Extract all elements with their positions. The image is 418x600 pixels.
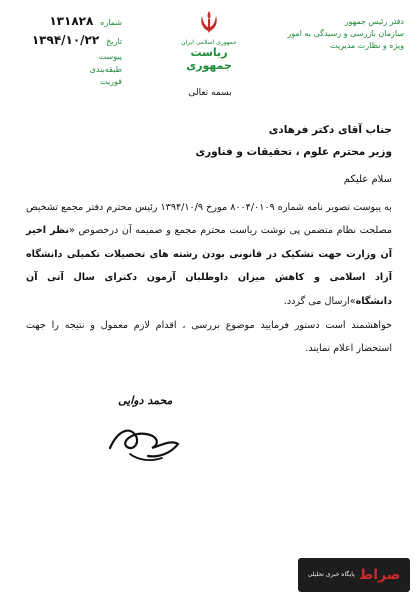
classification-label: طبقه‌بندی [89,64,122,74]
signer-name: محمد دوایی [118,394,173,407]
letterhead-logo [169,10,249,72]
department-block [274,16,404,52]
number-label: شماره [100,18,122,27]
department-line-2: سازمان بازرسی و رسیدگی به امور ویژه و نظارت مدیریت [287,29,404,50]
greeting: سلام علیکم [343,174,392,185]
date-label: تاریخ [106,37,122,47]
news-watermark [298,558,410,592]
watermark-logo: صراط [358,567,401,583]
letter-meta [14,12,122,88]
urgency-label: فوریت [100,77,122,87]
org-main-text: ریاست جمهوری [186,46,232,72]
attachment-label: پیوست [98,52,122,62]
recipient-title: وزیر محترم علوم ، تحقیقات و فناوری [195,146,392,158]
recipient-name: جناب آقای دکتر فرهادی [268,124,392,136]
letter-date-row [14,31,122,50]
iran-emblem-icon [198,10,220,34]
letter-number-row [14,12,122,31]
handwritten-signature [90,410,200,470]
department-line-1: دفتر رئیس جمهور [344,17,404,26]
paragraph-2: خواهشمند است دستور فرمایید موضوع بررسی ، اقدام لازم معمول و نتیجه را جهت استحضار اعلام نمایند. [26,320,392,355]
paragraph-1-text-b: »ارسال می گردد. [283,295,356,307]
basmala: بسمه تعالی [188,88,232,98]
letter-number: ۱۳۱۸۲۸ [49,14,94,28]
paragraph-1 [26,196,392,313]
paragraph-1-bold-subject: نظر اخیر آن وزارت جهت تشکیک در قانونی بودن رشته های تحصیلات تکمیلی دانشگاه آزاد اسلامی و کاهش میزان داوطلبان آزمون دکترای سال آتی آن دانشگاه [26,225,392,307]
paragraph-1-text-a: به پیوست تصویر نامه شماره ۸۰۰۴/۰۱۰۹ مورخ ۱۳۹۴/۱۰/۹ رئیس محترم دفتر مجمع تشخیص مصلحت نظام متضمن پی نوشت ریاست محترم مجمع و ضمیمه آن درخصوص « [26,202,392,237]
org-small-text: جمهوری اسلامی ایران [181,39,237,46]
letter-date: ۱۳۹۴/۱۰/۲۲ [31,33,100,48]
watermark-text: پایگاه خبری تحلیلی [307,571,355,579]
